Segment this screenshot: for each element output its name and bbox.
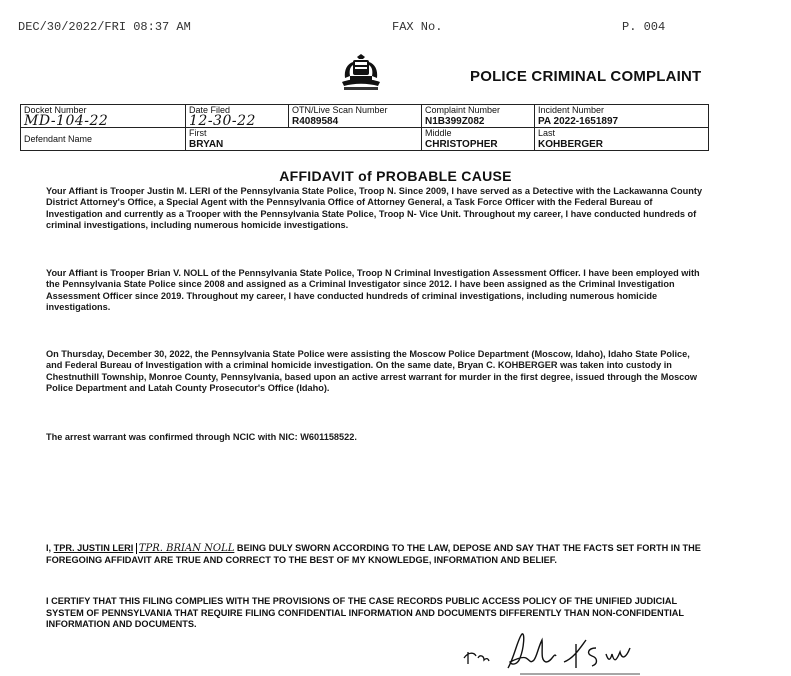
header-row-2 <box>21 128 709 151</box>
otn-label: OTN/Live Scan Number <box>292 105 388 115</box>
affidavit-paragraph-4: The arrest warrant was confirmed through NCIC with NIC: W601158522. <box>46 432 357 442</box>
docket-value: MD-104-22 <box>24 113 109 129</box>
oath-affiant-typed: TPR. JUSTIN LERI <box>53 543 134 553</box>
complaint-number-label: Complaint Number <box>425 105 501 115</box>
fax-page-number: P. 004 <box>622 20 666 34</box>
date-filed-value: 12-30-22 <box>189 113 256 129</box>
complaint-number-cell <box>422 105 535 128</box>
middle-name-value: CHRISTOPHER <box>425 139 498 150</box>
complaint-number-value: N1B399Z082 <box>425 116 485 127</box>
affidavit-paragraph-3: On Thursday, December 30, 2022, the Pennsylvania State Police were assisting the Moscow Police Department (Moscow, Idaho), Idaho State Police, and Federal Bureau of Investigation with a criminal homicide investigation. On the same date, Bryan C. KOHBERGER was taken into custody in Chestnuthill Township, Monroe County, Pennsylvania, based upon an active arrest warrant for murder in the first degree, issued through the Moscow Police Department and Latah County Prosecutor's Office (Idaho). <box>46 349 698 394</box>
form-title: POLICE CRIMINAL COMPLAINT <box>470 68 702 85</box>
pennsylvania-seal-icon <box>338 52 384 92</box>
last-name-value: KOHBERGER <box>538 139 604 150</box>
first-name-value: BRYAN <box>189 139 224 150</box>
last-name-label: Last <box>538 128 556 138</box>
incident-number-value: PA 2022-1651897 <box>538 116 619 127</box>
fax-date-time: DEC/30/2022/FRI 08:37 AM <box>18 20 191 34</box>
oath-affiant-handwritten: TPR. BRIAN NOLL <box>136 543 235 554</box>
docket-label: Docket Number <box>24 105 87 115</box>
header-row-1 <box>21 105 709 128</box>
incident-number-label: Incident Number <box>538 105 605 115</box>
incident-number-cell <box>535 105 709 128</box>
middle-name-cell <box>422 128 535 151</box>
otn-value: R4089584 <box>292 116 339 127</box>
date-filed-label: Date Filed <box>189 105 231 115</box>
docket-cell <box>21 105 186 128</box>
last-name-cell <box>535 128 709 151</box>
defendant-name-label: Defendant Name <box>21 128 186 151</box>
otn-cell <box>289 105 422 128</box>
date-filed-cell <box>186 105 289 128</box>
first-name-label: First <box>189 128 207 138</box>
oath-text: BEING DULY SWORN ACCORDING TO THE LAW, DEPOSE AND SAY THAT THE FACTS SET FORTH IN THE FOREGOING AFFIDAVIT ARE TRUE AND CORRECT TO THE BEST OF MY KNOWLEDGE, INFORMATION AND BELIEF. <box>46 543 701 565</box>
oath-prefix: I, <box>46 543 54 553</box>
affidavit-paragraph-1: Your Affiant is Trooper Justin M. LERI of the Pennsylvania State Police, Troop N. Since 2009, I have served as a Detective with the Lackawanna County District Attorney's Office, a Special Agent with the Pennsylvania Office of Attorney General, a Task Force Officer with the Federal Bureau of Investigation and currently as a Trooper with the Pennsylvania State Police, Troop N- Vice Unit. Throughout my career, I have conducted hundreds of criminal investigations, including numerous homicide investigations. <box>46 186 703 231</box>
sworn-statement <box>46 543 706 566</box>
affidavit-title: AFFIDAVIT of PROBABLE CAUSE <box>279 168 512 184</box>
complaint-header-table <box>20 104 709 151</box>
affidavit-paragraph-2: Your Affiant is Trooper Brian V. NOLL of the Pennsylvania State Police, Troop N Criminal Investigation Assessment Officer. I have been employed with the Pennsylvania State Police since 2008 and assigned as a Criminal Investigator since 2012. I have been assigned as the Criminal Investigation Assessment Officer since 2019. Throughout my career, I have conducted hundreds of criminal investigations, including numerous homicide investigations. <box>46 268 700 313</box>
public-access-certification: I CERTIFY THAT THIS FILING COMPLIES WITH THE PROVISIONS OF THE CASE RECORDS PUBLIC ACCESS POLICY OF THE UNIFIED JUDICIAL SYSTEM OF PENNSYLVANIA THAT REQUIRE FILING CONFIDENTIAL INFORMATION AND DOCUMENTS DIFFERENTLY THAN NON-CONFIDENTIAL INFORMATION AND DOCUMENTS. <box>46 596 684 629</box>
handwritten-signature <box>460 628 700 676</box>
fax-number-label: FAX No. <box>392 20 443 34</box>
first-name-cell <box>186 128 422 151</box>
middle-name-label: Middle <box>425 128 452 138</box>
